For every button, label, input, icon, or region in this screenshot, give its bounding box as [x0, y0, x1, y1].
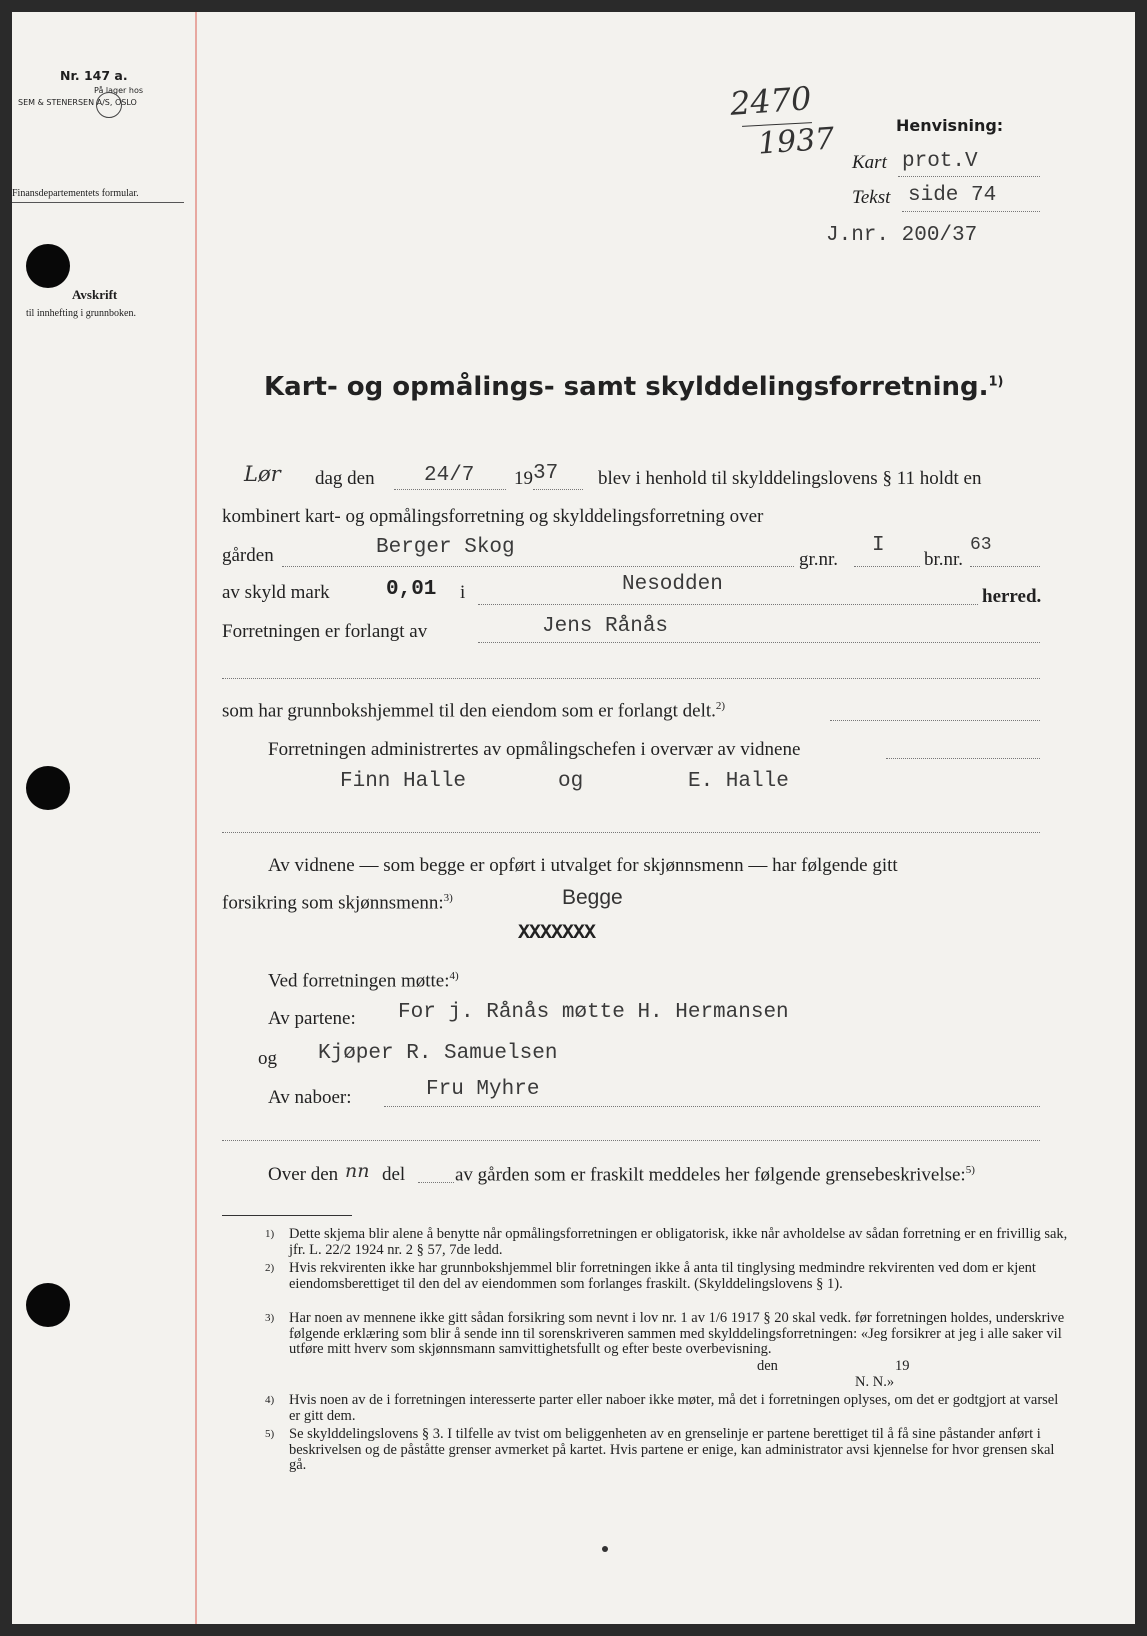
kart-dotted-line [898, 176, 1040, 177]
og-label: og [258, 1048, 277, 1069]
hjemmel-sentence: som har grunnbokshjemmel til den eiendom som er forlangt delt. [222, 700, 716, 722]
grense-sentence: av gården som er fraskilt meddeles her følgende grensebeskrivelse: [455, 1164, 966, 1186]
vidner-line1: Av vidnene — som begge er opført i utvalget for skjønnsmenn — har følgende gitt [268, 855, 898, 876]
brnr-dotted-line [970, 566, 1040, 567]
farm-dotted-line [282, 566, 794, 567]
footnote-number: 5) [265, 1428, 275, 1440]
footnote-nineteen: 19 [895, 1358, 910, 1374]
sentence2: kombinert kart- og opmålingsforretning og skylddelingsforretning over [222, 506, 764, 527]
i-label: i [460, 582, 466, 603]
grnr-value: I [872, 534, 885, 557]
grense-text [455, 1164, 975, 1186]
footnote-5 [265, 1427, 1075, 1475]
footnote-number: 3) [265, 1312, 275, 1324]
partene-label: Av partene: [268, 1008, 356, 1029]
naboer-value: Fru Myhre [426, 1078, 540, 1101]
footnote-text: Hvis rekvirenten ikke har grunnbokshjemmel blir forretningen ikke å anta til tinglysing medmindre rekvirenten ved dom er kjent eiendomsberettiget til den del av eiendommen som forlanges fraskilt. (Skylddelingslovens § 1). [289, 1260, 1036, 1292]
date-value: 24/7 [424, 464, 475, 487]
footnote-text: Se skylddelingslovens § 3. I tilfelle av tvist om beliggenheten av en grenselinje er partene berettiget til å få sine påstander anført i beskrivelsen og de påståtte grenser avmerket på kartet. Hvis partene er enige, kan administrator avsi kjennelse for hvor grensen skal gå. [289, 1426, 1055, 1473]
motte-label [268, 970, 459, 992]
footnote-number: 2) [265, 1262, 275, 1274]
hjemmel-dotted-line [830, 720, 1040, 721]
requested-dotted-line [478, 642, 1040, 643]
year-dotted-line [533, 489, 583, 490]
naboer-label: Av naboer: [268, 1087, 352, 1108]
dag-den-label: dag den [315, 468, 375, 489]
admin-dotted-line [886, 758, 1040, 759]
hjemmel-text [222, 700, 725, 722]
vidner-line2-text: forsikring som skjønnsmenn: [222, 892, 444, 914]
grense-note: 5) [965, 1164, 975, 1176]
naboer-dotted-line [384, 1106, 1040, 1107]
year-prefix: 19 [514, 468, 533, 489]
kjoper-value: Kjøper R. Samuelsen [318, 1042, 558, 1065]
copy-label: Avskrift [72, 287, 118, 302]
punch-hole [26, 766, 70, 810]
tekst-dotted-line [902, 211, 1040, 212]
struck-value: XXXXXXX [518, 922, 596, 945]
footnote-nn: N. N.» [855, 1374, 895, 1390]
witness2: E. Halle [688, 770, 789, 793]
document-page [12, 12, 1135, 1624]
publisher-line1: På lager hos [94, 86, 143, 95]
bottom-dot [602, 1546, 608, 1552]
journal-number: J.nr. 200/37 [826, 224, 978, 247]
grnr-label: gr.nr. [799, 549, 839, 570]
vidner-note: 3) [443, 892, 453, 904]
year-suffix: 37 [533, 462, 559, 485]
herred-label: herred. [982, 586, 1042, 607]
footnote-text: Dette skjema blir alene å benytte når opmålingsforretningen er obligatorisk, ikke når avholdelse av sådan forretning er en frivillig sak, jfr. L. 22/2 1924 nr. 2 § 57, 7de ledd. [289, 1226, 1068, 1258]
municipality: Nesodden [622, 573, 723, 596]
witness-dotted-line [222, 832, 1040, 833]
requested-label: Forretningen er forlangt av [222, 621, 428, 642]
tekst-label: Tekst [852, 187, 891, 208]
brnr-label: br.nr. [924, 549, 964, 570]
skyld-value: 0,01 [386, 578, 437, 601]
copy-sub-label: til innhefting i grunnboken. [26, 308, 136, 319]
punch-hole [26, 1283, 70, 1327]
punch-hole [26, 244, 70, 288]
garden-label: gården [222, 545, 274, 566]
reference-title: Henvisning: [896, 116, 1004, 135]
kart-value: prot.V [902, 150, 978, 173]
tekst-value: side 74 [908, 184, 997, 207]
archive-number: 2470 [728, 79, 813, 123]
publisher-line2: SEM & STENERSEN A/S, OSLO [18, 98, 137, 107]
del-dotted-line [418, 1182, 454, 1183]
publisher-seal-icon [96, 92, 122, 118]
date-dotted-line [394, 489, 506, 490]
footnote-number: 1) [265, 1228, 275, 1240]
vidner-line2 [222, 892, 453, 914]
requested-by: Jens Rånås [542, 615, 669, 638]
form-number: Nr. 147 a. [60, 68, 128, 83]
footnote-4 [265, 1393, 1075, 1426]
blank-dotted-line [222, 678, 1040, 679]
municipality-dotted-line [478, 604, 978, 605]
skyld-label: av skyld mark [222, 582, 330, 603]
footnote-text: Hvis noen av de i forretningen interesserte parter eller naboer ikke møter, må det i forretningen oplyses, om det er godtgjort at varsel er gitt dem. [289, 1392, 1059, 1424]
page-title [264, 372, 1003, 402]
footnote-3 [265, 1311, 1075, 1389]
naboer-blank-line [222, 1140, 1040, 1141]
vidner-value: Begge [562, 886, 623, 909]
over-hand: nn [345, 1160, 370, 1182]
divider [12, 202, 184, 203]
weekday: Lør [244, 462, 281, 486]
ministry-label: Finansdepartementets formular. [12, 188, 139, 199]
hjemmel-note: 2) [715, 700, 726, 712]
witness-og: og [558, 770, 584, 793]
del-label: del [382, 1164, 406, 1185]
sentence1-rest: blev i henhold til skylddelingslovens § 11 holdt en [598, 468, 982, 489]
brnr-value: 63 [970, 535, 992, 555]
margin-line [195, 12, 197, 1624]
kart-label: Kart [852, 152, 887, 173]
farm-name: Berger Skog [376, 536, 515, 559]
over-label: Over den [268, 1164, 339, 1185]
footnote-text: Har noen av mennene ikke gitt sådan forsikring som nevnt i lov nr. 1 av 1/6 1917 § 20 skal vedk. før forretningen holdes, underskrive følgende erklæring som blir å sende inn til sorenskriveren sammen med skylddelingsforretningen: «Jeg forsikrer at jeg i alle saker vil utføre mitt hverv som skjønnsmann samvittighetsfullt og efter beste overbevisning. [289, 1311, 1065, 1357]
title-text: Kart- og opmålings- samt skylddelingsforretning. [264, 372, 989, 402]
admin-text: Forretningen administrertes av opmålingschefen i overvær av vidnene [268, 739, 801, 760]
footnote-2 [265, 1261, 1075, 1309]
footnote-den: den [757, 1358, 778, 1374]
witness1: Finn Halle [340, 770, 467, 793]
motte-label-text: Ved forretningen møtte: [268, 970, 450, 992]
archive-year: 1937 [756, 121, 836, 162]
title-note: 1) [988, 374, 1004, 390]
footnote-number: 4) [265, 1394, 275, 1406]
partene-value: For j. Rånås møtte H. Hermansen [398, 1001, 789, 1024]
footnote-1 [265, 1227, 1075, 1260]
footnote-rule [222, 1215, 352, 1216]
grnr-dotted-line [854, 566, 920, 567]
motte-note: 4) [449, 970, 459, 982]
